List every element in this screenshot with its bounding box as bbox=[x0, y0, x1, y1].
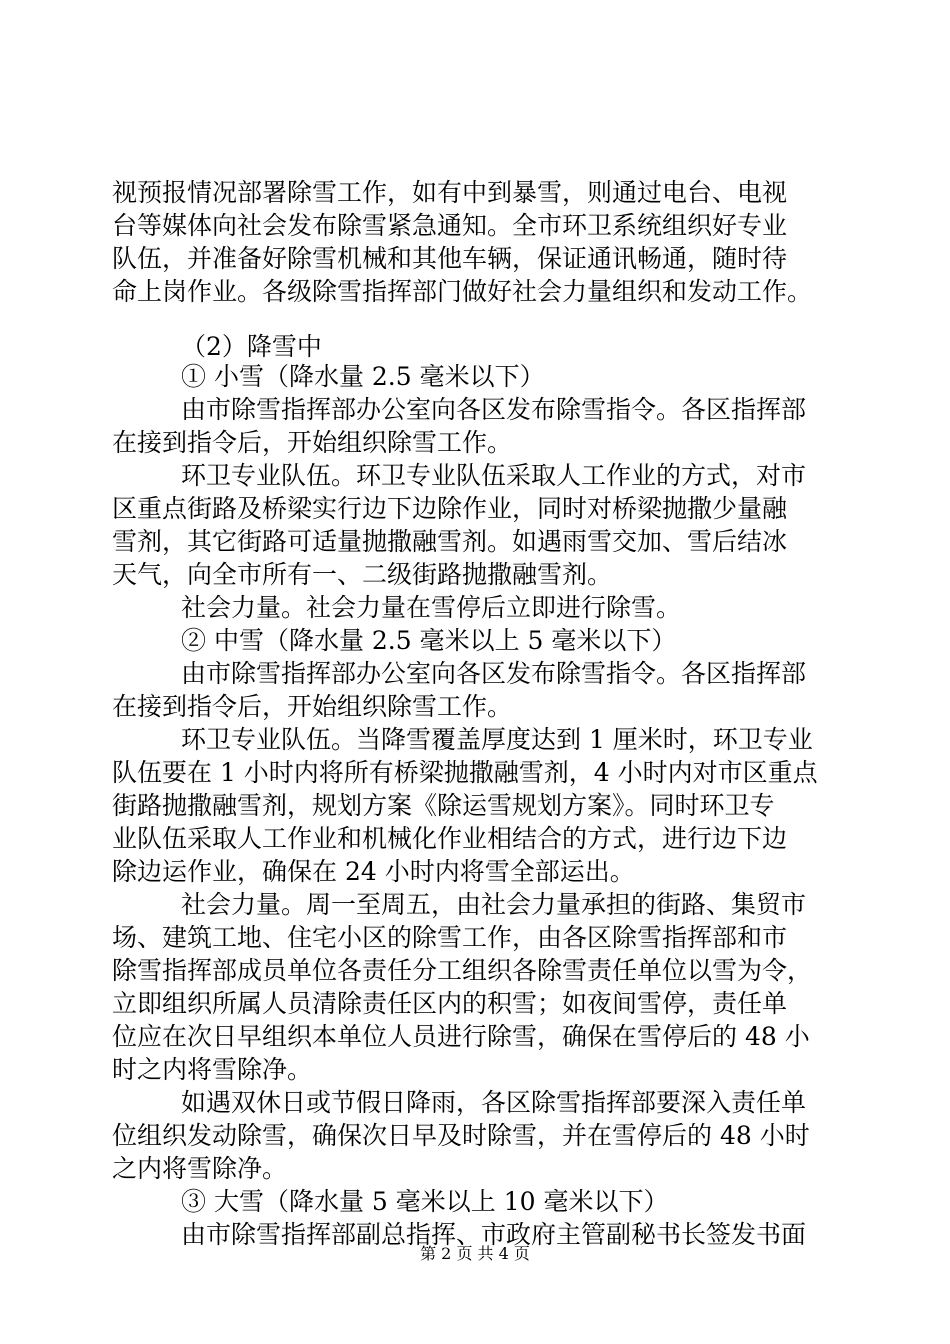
text-line: 由市除雪指挥部办公室向各区发布除雪指令。各区指挥部 bbox=[181, 659, 807, 688]
text-line: 位应在次日早组织本单位人员进行除雪，确保在雪停后的 48 小 bbox=[112, 1022, 810, 1051]
text-line: 队伍，并准备好除雪机械和其他车辆，保证通讯畅通，随时待 bbox=[112, 244, 788, 273]
text-line: 环卫专业队伍。环卫专业队伍采取人工作业的方式，对市 bbox=[181, 461, 807, 490]
subsection-heading: ② 中雪（降水量 2.5 毫米以上 5 毫米以下） bbox=[181, 626, 677, 655]
text-line: 由市除雪指挥部办公室向各区发布除雪指令。各区指挥部 bbox=[181, 395, 807, 424]
text-line: 如遇双休日或节假日降雨，各区除雪指挥部要深入责任单 bbox=[181, 1088, 807, 1117]
subsection-heading: ③ 大雪（降水量 5 毫米以上 10 毫米以下） bbox=[181, 1187, 669, 1216]
text-line: 立即组织所属人员清除责任区内的积雪；如夜间雪停，责任单 bbox=[112, 989, 788, 1018]
text-line: 位组织发动除雪，确保次日早及时除雪，并在雪停后的 48 小时 bbox=[112, 1121, 810, 1150]
text-line: 台等媒体向社会发布除雪紧急通知。全市环卫系统组织好专业 bbox=[112, 211, 788, 240]
text-line: 社会力量。周一至周五，由社会力量承担的街路、集贸市 bbox=[181, 890, 807, 919]
text-line: 时之内将雪除净。 bbox=[112, 1055, 313, 1084]
text-line: 环卫专业队伍。当降雪覆盖厚度达到 1 厘米时，环卫专业 bbox=[181, 725, 813, 754]
text-line: 雪剂，其它街路可适量抛撒融雪剂。如遇雨雪交加、雪后结冰 bbox=[112, 527, 788, 556]
text-line: 在接到指令后，开始组织除雪工作。 bbox=[112, 428, 513, 457]
text-line: 业队伍采取人工作业和机械化作业相结合的方式，进行边下边 bbox=[112, 824, 788, 853]
subsection-heading: ① 小雪（降水量 2.5 毫米以下） bbox=[181, 362, 545, 391]
text-line: 命上岗作业。各级除雪指挥部门做好社会力量组织和发动工作。 bbox=[112, 277, 813, 306]
text-line: 街路抛撒融雪剂，规划方案《除运雪规划方案》。同时环卫专 bbox=[112, 791, 775, 820]
page-number-footer: 第 2 页 共 4 页 bbox=[420, 1244, 530, 1263]
text-line: 由市除雪指挥部副总指挥、市政府主管副秘书长签发书面 bbox=[181, 1220, 807, 1249]
text-line: 在接到指令后，开始组织除雪工作。 bbox=[112, 692, 513, 721]
text-line: 除雪指挥部成员单位各责任分工组织各除雪责任单位以雪为令， bbox=[112, 956, 813, 985]
text-line: 场、建筑工地、住宅小区的除雪工作，由各区除雪指挥部和市 bbox=[112, 923, 788, 952]
text-line: 之内将雪除净。 bbox=[112, 1154, 288, 1183]
section-heading: （2）降雪中 bbox=[181, 332, 322, 361]
text-line: 视预报情况部署除雪工作，如有中到暴雪，则通过电台、电视 bbox=[112, 178, 788, 207]
text-line: 除边运作业，确保在 24 小时内将雪全部运出。 bbox=[112, 857, 635, 886]
text-line: 区重点街路及桥梁实行边下边除作业，同时对桥梁抛撒少量融 bbox=[112, 494, 788, 523]
text-line: 天气，向全市所有一、二级街路抛撒融雪剂。 bbox=[112, 560, 613, 589]
text-line: 社会力量。社会力量在雪停后立即进行除雪。 bbox=[181, 593, 682, 622]
text-line: 队伍要在 1 小时内将所有桥梁抛撒融雪剂，4 小时内对市区重点 bbox=[112, 758, 818, 787]
